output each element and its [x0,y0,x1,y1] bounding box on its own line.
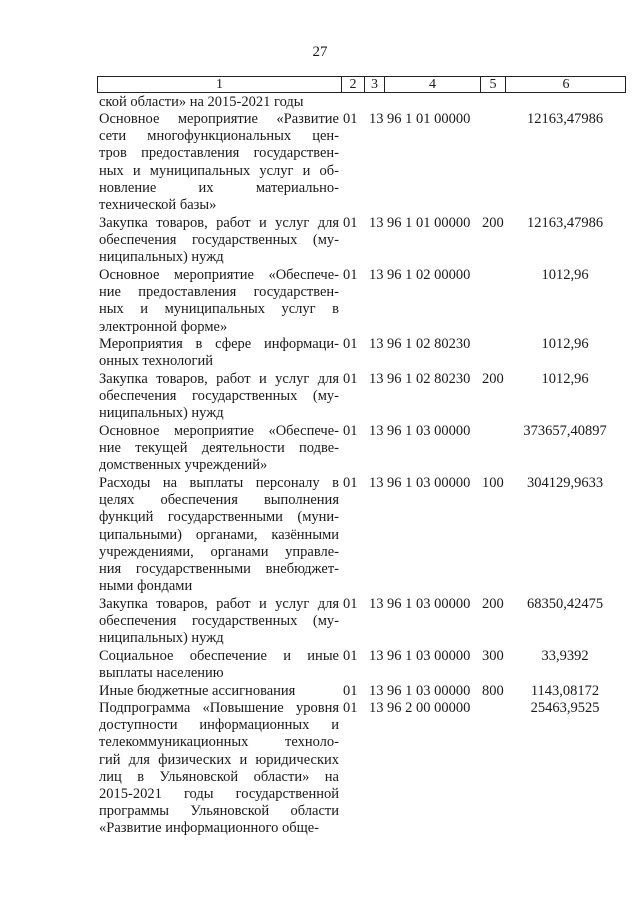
description-line: телекоммуникационных техноло- [99,734,339,751]
amount: 1143,08172 [530,683,600,699]
section-code: 01 [343,111,358,127]
subsection-code: 13 [369,648,384,664]
row-description [99,371,339,423]
header-col-2: 2 [341,77,364,92]
row-description [99,596,339,648]
description-line: доступности информационных и [99,717,339,734]
expense-type-code: 100 [482,475,504,491]
subsection-code: 13 [369,215,384,231]
subsection-code: 13 [369,336,384,352]
description-line: ниципальных) нужд [99,630,224,647]
subsection-code: 13 [369,683,384,699]
subsection-code: 13 [369,371,384,387]
description-line: новление их материально- [99,179,339,196]
subsection-code: 13 [369,423,384,439]
amount: 1012,96 [541,267,589,283]
expense-type-code: 300 [482,648,504,664]
target-article-code: 96 1 02 80230 [387,336,471,352]
description-line: Закупка товаров, работ и услуг для [99,215,339,231]
target-article-code: 96 1 03 00000 [387,648,471,664]
description-line: обеспечения государственных (му- [99,613,339,630]
expense-type-code: 200 [482,215,504,231]
amount: 12163,47986 [526,111,604,127]
description-line: технической базы» [99,197,217,214]
section-code: 01 [343,215,358,231]
subsection-code: 13 [369,475,384,491]
description-line: выплаты населению [99,665,224,682]
row-description [99,700,339,838]
target-article-code: 96 1 03 00000 [387,683,471,699]
target-article-code: 96 1 01 00000 [387,215,471,231]
description-line: целях обеспечения выполнения [99,492,339,509]
subsection-code: 13 [369,267,384,283]
section-code: 01 [343,336,358,352]
description-line: учреждениями, органами управле- [99,543,339,560]
row-description [99,94,339,111]
section-code: 01 [343,683,358,699]
target-article-code: 96 1 02 00000 [387,267,471,283]
description-line: обеспечения государственных (му- [99,232,339,249]
target-article-code: 96 2 00 00000 [387,700,471,716]
row-description [99,267,339,336]
description-line: ных и муниципальных услуг и об- [99,162,339,179]
description-line: Основное мероприятие «Обеспече- [99,267,339,283]
row-description [99,648,339,682]
description-line: тров предоставления государствен- [99,145,339,162]
header-col-5: 5 [480,77,505,92]
row-description [99,336,339,370]
page-number: 27 [312,44,328,60]
description-line: ние текущей деятельности подве- [99,440,339,457]
section-code: 01 [343,596,358,612]
target-article-code: 96 1 03 00000 [387,596,471,612]
description-line: Иные бюджетные ассигнования [99,683,296,699]
description-line: программы Ульяновской области [99,803,339,820]
description-line: Основное мероприятие «Развитие [99,111,339,127]
description-line: обеспечения государственных (му- [99,388,339,405]
expense-type-code: 200 [482,596,504,612]
description-line: электронной форме» [99,318,228,335]
description-line: Основное мероприятие «Обеспече- [99,423,339,439]
row-description [99,215,339,267]
description-line: гий для физических и юридических [99,751,339,768]
description-line: ния государственными внебюджет- [99,561,339,578]
description-line: Подпрограмма «Повышение уровня [99,700,339,716]
section-code: 01 [343,423,358,439]
description-line: 2015-2021 годы государственной [99,786,339,803]
section-code: 01 [343,267,358,283]
amount: 68350,42475 [526,596,604,612]
amount: 12163,47986 [526,215,604,231]
section-code: 01 [343,700,358,716]
amount: 1012,96 [541,336,589,352]
description-line: ской области» на 2015-2021 годы [99,94,304,110]
description-line: ципальными) органами, казёнными [99,526,339,543]
description-line: Расходы на выплаты персоналу в [99,475,339,491]
section-code: 01 [343,475,358,491]
subsection-code: 13 [369,700,384,716]
amount: 304129,9633 [526,475,604,491]
description-line: ниципальных) нужд [99,405,224,422]
amount: 373657,40897 [523,423,607,439]
description-line: функций государственными (муни- [99,509,339,526]
target-article-code: 96 1 02 80230 [387,371,471,387]
section-code: 01 [343,648,358,664]
subsection-code: 13 [369,111,384,127]
header-col-4: 4 [384,77,480,92]
header-col-6: 6 [505,77,626,92]
row-description [99,475,339,595]
description-line: Закупка товаров, работ и услуг для [99,596,339,612]
header-col-1: 1 [216,77,223,92]
description-line: «Развитие информационного обще- [99,820,320,837]
amount: 1012,96 [541,371,589,387]
target-article-code: 96 1 03 00000 [387,475,471,491]
header-col-3: 3 [364,77,384,92]
description-line: онных технологий [99,353,213,370]
amount: 25463,9525 [530,700,600,716]
description-line: Социальное обеспечение и иные [99,648,339,664]
description-line: сети многофункциональных цен- [99,128,339,145]
row-description [99,111,339,214]
row-description [99,683,339,700]
target-article-code: 96 1 03 00000 [387,423,471,439]
section-code: 01 [343,371,358,387]
subsection-code: 13 [369,596,384,612]
description-line: Закупка товаров, работ и услуг для [99,371,339,387]
expense-type-code: 200 [482,371,504,387]
description-line: Мероприятия в сфере информаци- [99,336,339,352]
description-line: ных и муниципальных услуг в [99,301,339,318]
description-line: лиц в Ульяновской области» на [99,768,339,785]
amount: 33,9392 [541,648,589,664]
table-header [97,76,626,93]
description-line: ние предоставления государствен- [99,284,339,301]
description-line: ными фондами [99,578,193,595]
description-line: домственных учреждений» [99,457,268,474]
expense-type-code: 800 [482,683,504,699]
description-line: ниципальных) нужд [99,249,224,266]
row-description [99,423,339,475]
target-article-code: 96 1 01 00000 [387,111,471,127]
